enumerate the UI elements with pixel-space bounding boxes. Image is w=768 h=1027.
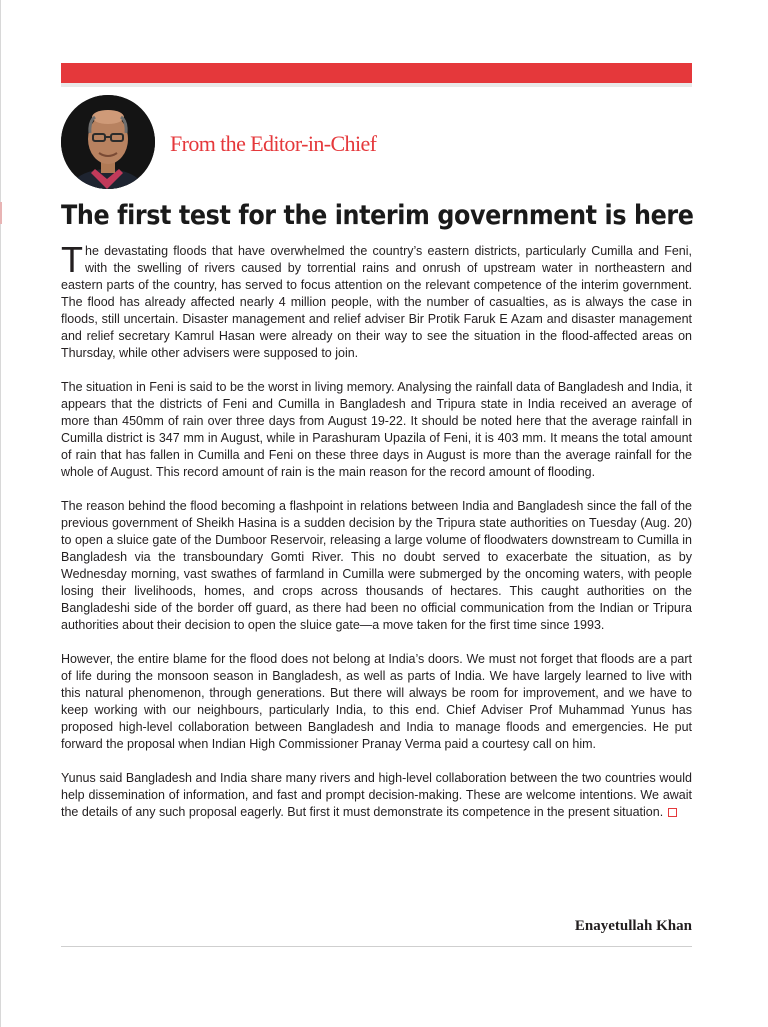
paragraph-text: Yunus said Bangladesh and India share many rivers and high-level collaboration between the two countries would help dissemination of information, and fast and prompt decision-making. These are welcome intentions. We await the details of any such proposal eagerly. But first it must demonstrate its competence in the present situation. [61,771,692,819]
page-edge-mark [0,202,2,224]
editor-portrait-icon [61,95,155,189]
hollow-square-icon [668,808,677,817]
article-paragraph: However, the entire blame for the flood does not belong at India’s doors. We must not forget that floods are a part of life during the monsoon season in Bangladesh, as well as parts of India. We have largely learned to live with this natural phenomenon, through generations. But there will always be room for improvement, and we have to keep working with our neighbours, particularly India, to this end. Chief Adviser Prof Muhammad Yunus has proposed high-level collaboration between Bangladesh and India to manage floods and emergencies. He put forward the proposal when Indian High Commissioner Pranay Verma paid a courtesy call on him. [61,652,692,751]
article-headline: The first test for the interim government is here [61,200,694,231]
article-body [61,239,692,838]
article-paragraph: The reason behind the flood becoming a flashpoint in relations between India and Bangladesh since the fall of the previous government of Sheikh Hasina is a sudden decision by the Tripura state authorities on Tuesday (Aug. 20) to open a sluice gate of the Dumboor Reservoir, releasing a large volume of floodwaters downstream to Cumilla in Bangladesh via the transboundary Gomti River. This no doubt served to exacerbate the situation, as by Wednesday morning, vast swathes of farmland in Cumilla were submerged by the oncoming waters, with people losing their livelihoods, homes, and crops across thousands of hectares. This caught authorities on the Bangladeshi side of the border off guard, as there had been no official communication from the Indian or Tripura authorities about their decision to open the sluice gate—a move taken for the first time since 1993. [61,499,692,632]
article-paragraph [61,239,692,362]
article-paragraph [61,770,692,821]
header-accent-bar-shadow [61,83,692,87]
page-edge [0,0,1,1027]
article-paragraph: The situation in Feni is said to be the worst in living memory. Analysing the rainfall data of Bangladesh and India, it appears that the districts of Feni and Cumilla in Bangladesh and Tripura state in India received an average of more than 450mm of rain over three days from August 19-22. It should be noted here that the average rainfall in Cumilla district is 347 mm in August, while in Parashuram Upazila of Feni, it is 403 mm. It means the total amount of rain that has fallen in Cumilla and Feni on these three days in August is more than the average rainfall for the whole of August. This record amount of rain is the main reason for the record amount of flooding. [61,380,692,479]
header-accent-bar [61,63,692,83]
editor-avatar [61,95,155,189]
bottom-divider [61,946,692,947]
section-title: From the Editor-in-Chief [170,131,377,156]
author-signature: Enayetullah Khan [574,918,692,934]
drop-cap: T [61,239,83,280]
paragraph-text: he devastating floods that have overwhelmed the country’s eastern districts, particularly Cumilla and Feni, with the swelling of rivers caused by torrential rains and onrush of upstream water in northeastern and eastern parts of the country, has served to focus attention on the relevant competence of the interim government. The flood has already affected nearly 4 million people, with the number of casualties, as is always the case in floods, still uncertain. Disaster management and relief adviser Bir Protik Faruk E Azam and disaster management and relief secretary Kamrul Hasan were already on their way to see the situation in the flood-affected areas on Thursday, while other advisers were supposed to join. [61,244,692,360]
